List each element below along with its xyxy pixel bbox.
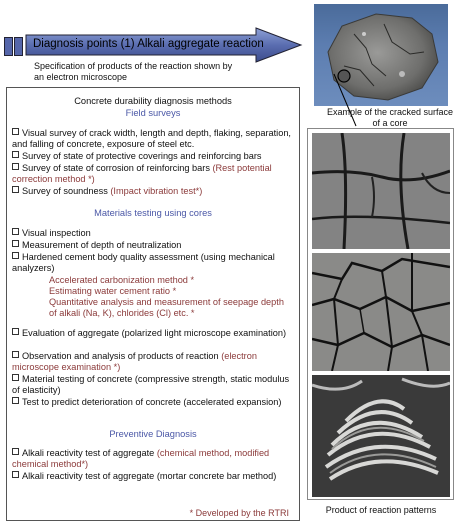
sub-item: Quantitative analysis and measurement of seepage depth of alkali (Na, K), chlorides (Cl) etc. * bbox=[49, 297, 284, 318]
main-title: Concrete durability diagnosis methods bbox=[74, 96, 232, 106]
list-item: Survey of soundness (Impact vibration test*) bbox=[12, 186, 296, 197]
checkbox-icon bbox=[12, 328, 19, 335]
list-item: Visual survey of crack width, length and depth, flaking, separation, and falling of concrete, exposure of steel etc. bbox=[12, 128, 291, 149]
checkbox-icon bbox=[12, 252, 19, 259]
list-item: Survey of state of protective coverings and reinforcing bars bbox=[12, 151, 296, 162]
reaction-patterns-frame bbox=[307, 128, 454, 500]
list-item: Evaluation of aggregate (polarized light microscope examination) bbox=[12, 328, 296, 339]
checkbox-icon bbox=[12, 374, 19, 381]
header-arrow bbox=[0, 0, 310, 70]
sem-image-2 bbox=[312, 253, 450, 371]
checkbox-icon bbox=[12, 151, 19, 158]
diagnosis-methods-box bbox=[6, 87, 300, 521]
section-materials-testing: Materials testing using cores bbox=[94, 208, 212, 218]
list-item: Alkali reactivity test of aggregate (chemical method, modified chemical method*) bbox=[12, 448, 270, 469]
patterns-caption: Product of reaction patterns bbox=[325, 505, 437, 515]
header-title: Diagnosis points (1) Alkali aggregate reaction bbox=[33, 38, 264, 50]
section-field-surveys: Field surveys bbox=[125, 108, 181, 118]
checkbox-icon bbox=[12, 163, 19, 170]
checkbox-icon bbox=[12, 448, 19, 455]
sem-image-1 bbox=[312, 133, 450, 249]
list-item: Hardened cement body quality assessment (using mechanical analyzers) bbox=[12, 252, 275, 273]
list-item: Visual inspection bbox=[12, 228, 296, 239]
checkbox-icon bbox=[12, 397, 19, 404]
sem-image-3 bbox=[312, 375, 450, 497]
list-item: Alkali reactivity test of aggregate (mortar concrete bar method) bbox=[12, 471, 296, 482]
checkbox-icon bbox=[12, 351, 19, 358]
checkbox-icon bbox=[12, 186, 19, 193]
list-item: Survey of state of corrosion of reinforcing bars (Rest potential correction method *) bbox=[12, 163, 272, 184]
checkbox-icon bbox=[12, 471, 19, 478]
sub-item: Accelerated carbonization method * bbox=[49, 275, 195, 285]
checkbox-icon bbox=[12, 228, 19, 235]
list-item: Test to predict deterioration of concrete (accelerated expansion) bbox=[12, 397, 296, 408]
footnote: * Developed by the RTRI bbox=[189, 508, 289, 518]
sub-item: Estimating water cement ratio * bbox=[49, 286, 177, 296]
list-item: Material testing of concrete (compressive strength, static modulus of elasticity) bbox=[12, 374, 290, 395]
section-preventive-diagnosis: Preventive Diagnosis bbox=[109, 429, 197, 439]
checkbox-icon bbox=[12, 240, 19, 247]
header-subtitle: Specification of products of the reaction shown by an electron microscope bbox=[34, 61, 233, 82]
list-item: Observation and analysis of products of reaction (electron microscope examination *) bbox=[12, 351, 257, 372]
crack-caption: Example of the cracked surface of a core bbox=[326, 107, 454, 128]
list-item: Measurement of depth of neutralization bbox=[12, 240, 296, 251]
checkbox-icon bbox=[12, 128, 19, 135]
